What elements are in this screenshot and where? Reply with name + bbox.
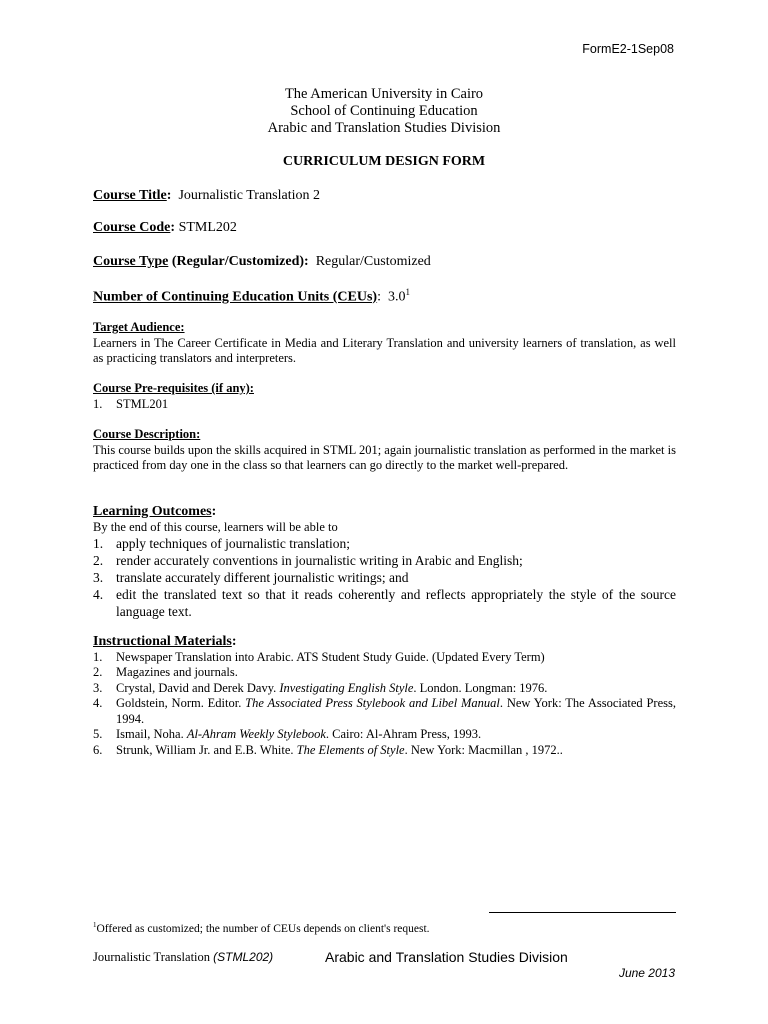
course-code-label: Course Code	[93, 220, 171, 235]
target-audience-text: Learners in The Career Certificate in Media and Literary Translation and university learners of translation, as well as practicing translators and interpreters.	[93, 335, 676, 365]
description-heading: Course Description:	[93, 427, 201, 441]
list-item: 3. Crystal, David and Derek Davy. Investigating English Style. London. Longman: 1976.	[93, 680, 548, 695]
learning-outcomes-section: Learning Outcomes: By the end of this course, learners will be able to 1. apply techniques of journalistic translation; 2. render accurately conventions in journalistic writing in Arabic and English; 3. translate accurately different journalistic writings; and 4. edit the translated text so that it reads coherently and reflects appropriately the style of the source language text.	[93, 504, 676, 619]
list-item-number: 1.	[93, 536, 104, 551]
division-name: Arabic and Translation Studies Division	[267, 120, 501, 136]
course-title-label: Course Title	[93, 188, 167, 203]
book-title: The Associated Press Stylebook and Libel Manual	[245, 696, 500, 710]
list-item-number: 4.	[93, 587, 104, 602]
course-code-field: Course Code: STML202	[93, 220, 237, 235]
list-item	[93, 552, 676, 569]
target-audience-heading: Target Audience:	[93, 320, 185, 334]
prerequisites-heading: Course Pre-requisites (if any):	[93, 381, 254, 395]
prerequisites-section	[93, 381, 676, 412]
footer-date: June 2013	[618, 966, 675, 980]
list-item-text: apply techniques of journalistic translation;	[116, 536, 350, 551]
footer-course-code: (STML202)	[213, 950, 274, 964]
university-name: The American University in Cairo	[284, 86, 484, 102]
footer-division: Arabic and Translation Studies Division	[325, 949, 568, 965]
footer-course	[93, 950, 273, 965]
course-type-label-suffix: (Regular/Customized):	[171, 254, 309, 269]
list-item: 2. Magazines and journals.	[93, 665, 238, 679]
materials-heading: Instructional Materials	[93, 634, 232, 649]
list-item	[93, 569, 676, 586]
list-item	[93, 535, 676, 552]
list-item-text: edit the translated text so that it reads coherently and reflects appropriately the style of the source language text.	[116, 587, 676, 619]
list-item-number: 5.	[93, 727, 103, 741]
course-code-value: STML202	[178, 220, 237, 235]
list-item-number: 6.	[93, 742, 103, 757]
institution-header	[0, 86, 768, 137]
course-type-label: Course Type	[93, 254, 169, 269]
description-section	[93, 427, 676, 474]
list-item: 5. Ismail, Noha. Al-Ahram Weekly Stylebook. Cairo: Al-Ahram Press, 1993.	[93, 727, 482, 741]
school-name: School of Continuing Education	[290, 103, 478, 119]
footnote-mark: 1	[93, 921, 97, 929]
list-item-number: 3.	[93, 680, 103, 695]
list-item-number: 4.	[93, 696, 103, 710]
book-title: Al-Ahram Weekly Stylebook	[186, 727, 326, 741]
list-item-text: render accurately conventions in journalistic writing in Arabic and English;	[116, 553, 523, 568]
course-type-field	[93, 254, 431, 270]
list-item-text: translate accurately different journalistic writings; and	[116, 570, 409, 585]
list-item-number: 1.	[93, 396, 103, 411]
materials-section: Instructional Materials: 1. Newspaper Translation into Arabic. ATS Student Study Guide. (Updated Every Term) 2. Magazines and journals. 3. Crystal, David and Derek Davy. Investigating English Style. London. Longman: 1976. 4. Goldstein, Norm. Editor. The Associated Press Stylebook and Libel Manual. New York: The Associated Press, 1994. 5. Ismail, Noha. Al-Ahram Weekly Stylebook. Cairo: Al-Ahram Press, 1993. 6. Strunk, William Jr. and E.B. White. The Elements of Style. New York: Macmillan , 1972..	[93, 634, 676, 757]
footnote-divider	[489, 912, 676, 913]
list-item-number: 2.	[93, 665, 103, 679]
target-audience-section	[93, 320, 676, 367]
form-title: CURRICULUM DESIGN FORM	[282, 154, 486, 169]
ceus-value: 3.0	[387, 289, 406, 305]
list-item-number: 2.	[93, 553, 104, 568]
course-title-field: Course Title: Journalistic Translation 2	[93, 188, 320, 203]
list-item-number: 3.	[93, 570, 104, 585]
footer-course-name: Journalistic Translation	[93, 950, 211, 964]
list-item-text: STML201	[116, 396, 169, 411]
form-code: FormE2-1Sep08	[582, 42, 674, 56]
ceus-footnote-mark: 1	[405, 287, 410, 297]
list-item: 6. Strunk, William Jr. and E.B. White. The Elements of Style. New York: Macmillan , 1972..	[93, 742, 563, 757]
learning-outcomes-intro: By the end of this course, learners will be able to	[93, 519, 338, 534]
ceus-field: Number of Continuing Education Units (CEUs): $3.0^1$	[93, 287, 410, 305]
description-text: This course builds upon the skills acquired in STML 201; again journalistic translation as performed in the market is practiced from day one in the class so that learners can go directly to the market well-prepared.	[93, 442, 676, 472]
list-item	[93, 397, 676, 413]
ceus-label: Number of Continuing Education Units (CEUs)	[93, 289, 378, 305]
book-title: Investigating English Style	[279, 680, 414, 695]
list-item: 4. Goldstein, Norm. Editor. The Associated Press Stylebook and Libel Manual. New York: The Associated Press, 1994.	[93, 696, 676, 726]
footnote-text: Offered as customized; the number of CEUs depends on client's request.	[96, 922, 430, 935]
learning-outcomes-heading: Learning Outcomes	[93, 504, 212, 519]
course-title-value: Journalistic Translation 2	[178, 188, 320, 203]
course-type-value: Regular/Customized	[315, 254, 431, 269]
book-title: The Elements of Style	[296, 742, 405, 757]
list-item	[93, 586, 676, 620]
footnote	[93, 921, 430, 935]
list-item-number: 1.	[93, 649, 103, 664]
list-item: 1. Newspaper Translation into Arabic. ATS Student Study Guide. (Updated Every Term)	[93, 649, 545, 664]
